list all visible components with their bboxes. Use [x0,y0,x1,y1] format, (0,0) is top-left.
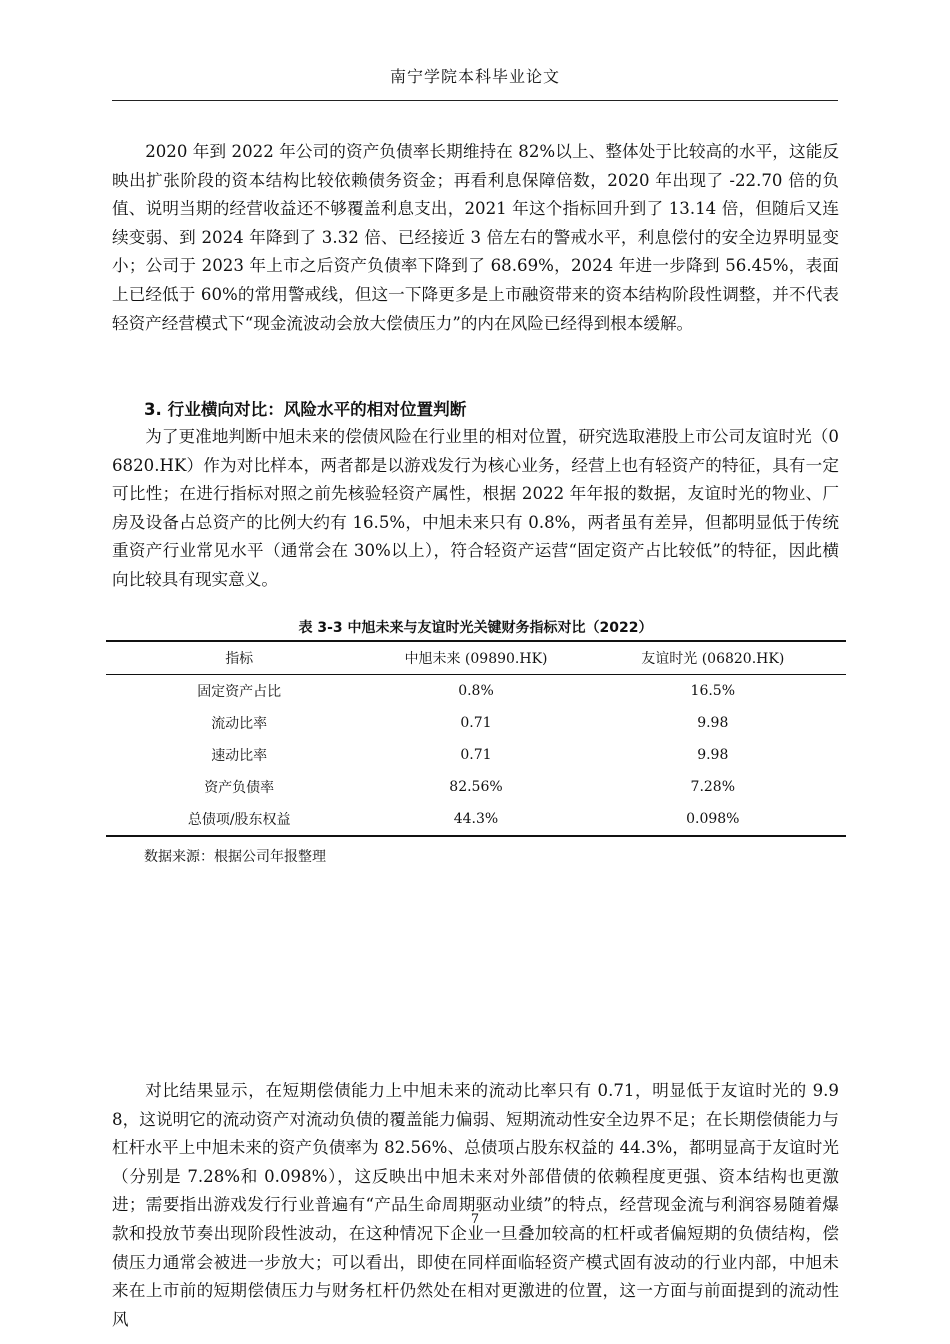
table-cell-metric: 速动比率 [211,748,268,764]
section-heading: 3. 行业横向对比：风险水平的相对位置判断 [144,400,467,419]
table-cell-metric: 流动比率 [211,716,268,732]
table-row [106,675,846,708]
table-cell-youyi: 0.098% [580,803,846,836]
table-row [106,771,846,803]
financial-comparison-table [106,640,846,837]
header-rule [112,100,838,101]
column-header-youyi: 友谊时光 (06820.HK) [580,641,846,675]
table-row [106,739,846,771]
table-row [106,707,846,739]
table-cell-zhongxu: 0.71 [460,715,492,731]
table-cell-zhongxu: 82.56% [449,779,503,795]
column-header-zhongxu: 中旭未来 (09890.HK) [372,641,579,675]
table-cell-zhongxu: 0.8% [458,683,494,699]
table-header-row [106,641,846,675]
table-source-note: 数据来源：根据公司年报整理 [144,849,326,865]
table-row [106,803,846,836]
table-cell-metric: 总债项/股东权益 [106,803,372,836]
paragraph-debt-ratio-trend: 2020 年到 2022 年公司的资产负债率长期维持在 82%以上、整体处于比较高的水平，这能反映出扩张阶段的资本结构比较依赖债务资金；再看利息保障倍数，2020 年出现了 -22.70 倍的负值、说明当期的经营收益还不够覆盖利息支出，2021 年这个指标回升到了 13.14 倍，但随后又连续变弱、到 2024 年降到了 3.32 倍、已经接近 3 倍左右的警戒水平，利息偿付的安全边界明显变小；公司于 2023 年上市之后资产负债率下降到了 68.69%，2024 年进一步降到 56.45%，表面上已经低于 60%的常用警戒线，但这一下降更多是上市融资带来的资本结构阶段性调整，并不代表轻资产经营模式下“现金流波动会放大偿债压力”的内在风险已经得到根本缓解。 [112,142,839,333]
page-header: 南宁学院本科毕业论文 [389,67,560,86]
table-caption: 表 3-3 中旭未来与友谊时光关键财务指标对比（2022） [298,620,653,636]
column-header-metric: 指标 [106,641,372,675]
table-cell-metric: 资产负债率 [204,780,275,796]
table-cell-zhongxu: 44.3% [372,803,579,836]
table-cell-zhongxu: 0.71 [460,747,492,763]
paragraph-comparison-results: 对比结果显示，在短期偿债能力上中旭未来的流动比率只有 0.71，明显低于友谊时光的 9.98，这说明它的流动资产对流动负债的覆盖能力偏弱、短期流动性安全边界不足；在长期偿债能力与杠杆水平上中旭未来的资产负债率为 82.56%、总债项占股东权益的 44.3%，都明显高于友谊时光（分别是 7.28%和 0.098%），这反映出中旭未来对外部借债的依赖程度更强、资本结构也更激进；需要指出游戏发行行业普遍有“产品生命周期驱动业绩”的特点，经营现金流与利润容易随着爆款和投放节奏出现阶段性波动，在这种情况下企业一旦叠加较高的杠杆或者偏短期的负债结构，偿债压力通常会被进一步放大；可以看出，即使在同样面临轻资产模式固有波动的行业内部，中旭未来在上市前的短期偿债压力与财务杠杆仍然处在相对更激进的位置，这一方面与前面提到的流动性风 [112,1081,839,1329]
table-cell-youyi: 9.98 [697,715,729,731]
table-cell-metric: 固定资产占比 [197,684,282,700]
table-cell-youyi: 9.98 [697,747,729,763]
paragraph-peer-comparison: 为了更准地判断中旭未来的偿债风险在行业里的相对位置，研究选取港股上市公司友谊时光（06820.HK）作为对比样本，两者都是以游戏发行为核心业务，经营上也有轻资产的特征，具有一定可比性；在进行指标对照之前先核验轻资产属性，根据 2022 年年报的数据，友谊时光的物业、厂房及设备占总资产的比例大约有 16.5%，中旭未来只有 0.8%，两者虽有差异，但都明显低于传统重资产行业常见水平（通常会在 30%以上），符合轻资产运营“固定资产占比较低”的特征，因此横向比较具有现实意义。 [112,427,839,589]
table-cell-youyi: 7.28% [690,779,736,795]
page-number: 7 [470,1212,480,1227]
table-cell-youyi: 16.5% [690,683,736,699]
